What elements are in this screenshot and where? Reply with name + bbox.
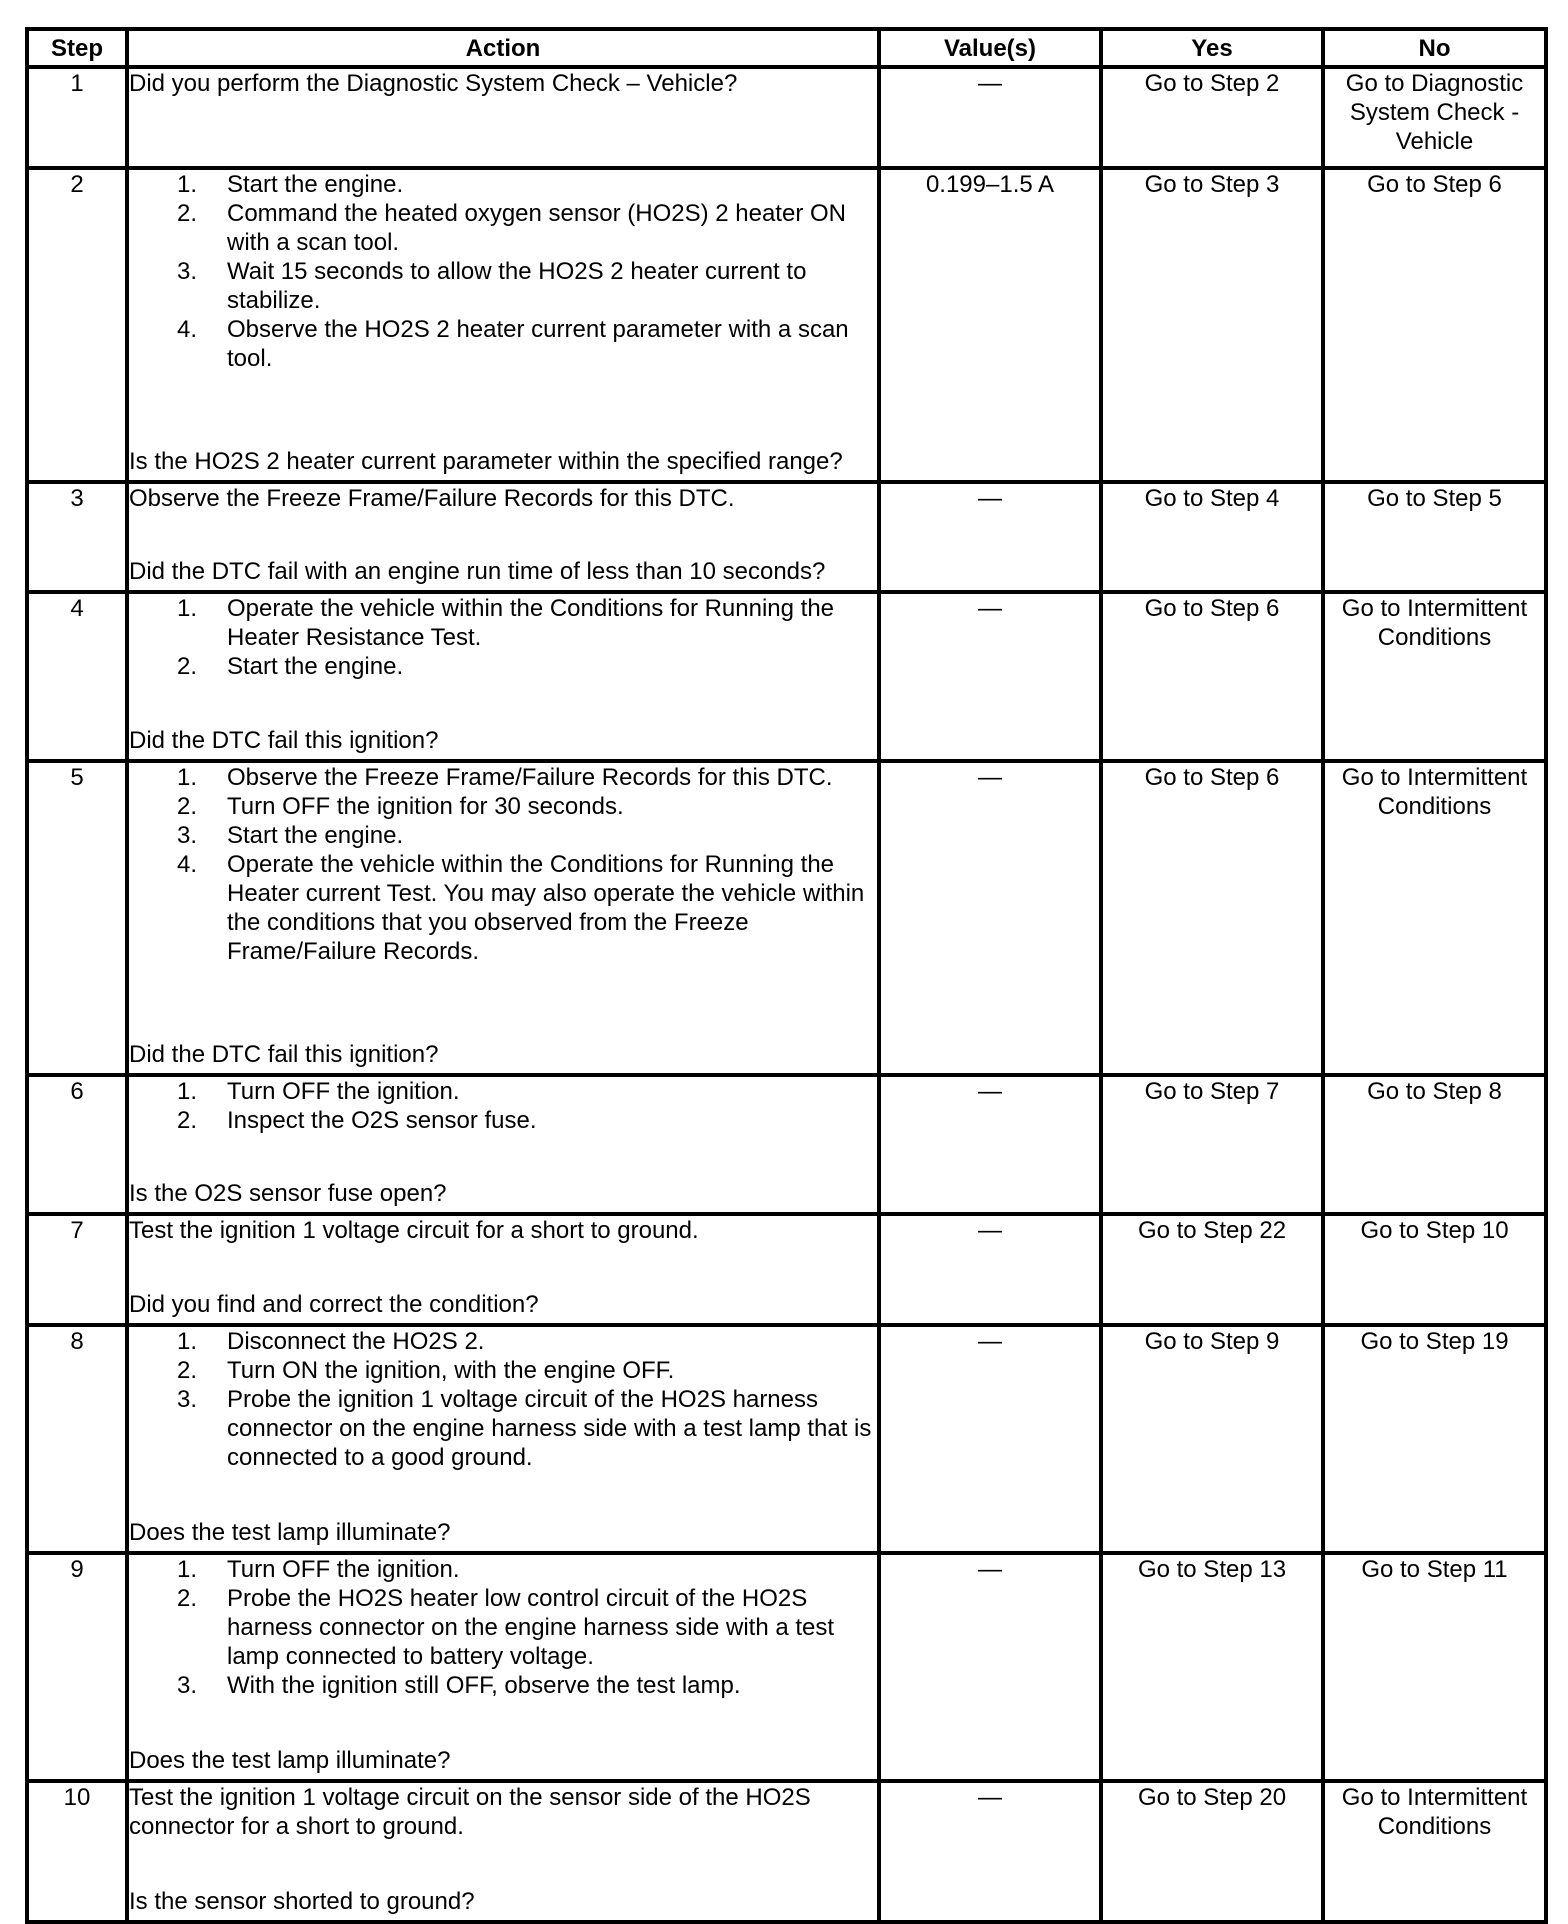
action-content	[129, 763, 877, 1069]
action-cell	[127, 67, 879, 168]
table-row	[27, 168, 1546, 482]
action-top	[129, 170, 877, 373]
yes-link[interactable]: Go to Step 4	[1101, 482, 1323, 592]
yes-link[interactable]: Go to Step 6	[1101, 761, 1323, 1075]
action-step-text: Command the heated oxygen sensor (HO2S) 2 heater ON with a scan tool.	[227, 200, 846, 256]
action-step-number: 1.	[177, 1328, 198, 1355]
no-link[interactable]: Go to Diagnostic System Check - Vehicle	[1323, 67, 1546, 168]
yes-link[interactable]: Go to Step 7	[1101, 1075, 1323, 1214]
action-step-text: Probe the ignition 1 voltage circuit of the HO2S harness connector on the engine harness side with a test lamp that is connected to a good ground.	[227, 1386, 872, 1471]
action-step-text: Turn OFF the ignition.	[227, 1556, 460, 1583]
action-step-text: Turn ON the ignition, with the engine OFF.	[227, 1357, 675, 1384]
action-step-item	[129, 1671, 877, 1700]
no-link[interactable]: Go to Step 6	[1323, 168, 1546, 482]
action-cell	[127, 168, 879, 482]
no-link[interactable]: Go to Step 5	[1323, 482, 1546, 592]
action-step-number: 3.	[177, 258, 198, 285]
table-row	[27, 67, 1546, 168]
action-question: Is the sensor shorted to ground?	[129, 1888, 475, 1915]
value-cell: —	[879, 1075, 1101, 1214]
action-top	[129, 1077, 877, 1135]
action-top	[129, 1216, 877, 1245]
value-cell: 0.199–1.5 A	[879, 168, 1101, 482]
no-link[interactable]: Go to Intermittent Conditions	[1323, 1781, 1546, 1922]
action-step-text: Wait 15 seconds to allow the HO2S 2 heater current to stabilize.	[227, 258, 807, 314]
action-step-number: 3.	[177, 822, 198, 849]
action-cell	[127, 482, 879, 592]
action-question: Did the DTC fail with an engine run time of less than 10 seconds?	[129, 558, 826, 585]
step-number: 2	[27, 168, 127, 482]
yes-link[interactable]: Go to Step 6	[1101, 592, 1323, 761]
no-link[interactable]: Go to Intermittent Conditions	[1323, 761, 1546, 1075]
action-step-item	[129, 792, 877, 821]
action-top	[129, 763, 877, 966]
diagnostic-table	[25, 27, 1548, 1924]
action-steps	[129, 763, 877, 966]
action-step-number: 2.	[177, 793, 198, 820]
action-step-text: Observe the HO2S 2 heater current parameter with a scan tool.	[227, 316, 849, 372]
action-cell	[127, 1781, 879, 1922]
no-link[interactable]: Go to Step 19	[1323, 1325, 1546, 1553]
step-number: 10	[27, 1781, 127, 1922]
action-step-number: 1.	[177, 1078, 198, 1105]
value-cell: —	[879, 1214, 1101, 1325]
action-step-item	[129, 1356, 877, 1385]
value-cell: —	[879, 1553, 1101, 1781]
action-content	[129, 594, 877, 755]
action-step-item	[129, 1327, 877, 1356]
action-step-text: Start the engine.	[227, 822, 404, 849]
value-cell: —	[879, 67, 1101, 168]
action-question: Is the HO2S 2 heater current parameter within the specified range?	[129, 448, 843, 475]
action-step-text: Turn OFF the ignition.	[227, 1078, 460, 1105]
action-step-text: Disconnect the HO2S 2.	[227, 1328, 485, 1355]
action-step-item	[129, 850, 877, 966]
yes-link[interactable]: Go to Step 3	[1101, 168, 1323, 482]
action-step-text: Inspect the O2S sensor fuse.	[227, 1107, 537, 1134]
action-cell	[127, 1214, 879, 1325]
action-steps	[129, 1077, 877, 1135]
action-cell	[127, 1325, 879, 1553]
value-cell: —	[879, 761, 1101, 1075]
header-row	[27, 29, 1546, 67]
action-content	[129, 484, 877, 586]
action-step-item	[129, 821, 877, 850]
action-step-item	[129, 763, 877, 792]
action-top	[129, 484, 877, 513]
action-step-number: 2.	[177, 1107, 198, 1134]
action-content	[129, 1327, 877, 1547]
action-step-number: 1.	[177, 1556, 198, 1583]
header-values: Value(s)	[879, 29, 1101, 67]
action-step-item	[129, 170, 877, 199]
no-link[interactable]: Go to Step 8	[1323, 1075, 1546, 1214]
step-number: 9	[27, 1553, 127, 1781]
table-body	[27, 67, 1546, 1922]
action-content	[129, 170, 877, 476]
table-row	[27, 1781, 1546, 1922]
action-intro: Observe the Freeze Frame/Failure Records for this DTC.	[129, 485, 735, 512]
action-step-text: Observe the Freeze Frame/Failure Records for this DTC.	[227, 764, 833, 791]
action-intro: Test the ignition 1 voltage circuit on the sensor side of the HO2S connector for a short to ground.	[129, 1784, 811, 1840]
step-number: 3	[27, 482, 127, 592]
action-step-number: 3.	[177, 1672, 198, 1699]
action-steps	[129, 170, 877, 373]
action-question: Did you find and correct the condition?	[129, 1291, 539, 1318]
yes-link[interactable]: Go to Step 9	[1101, 1325, 1323, 1553]
table-row	[27, 1553, 1546, 1781]
step-number: 1	[27, 67, 127, 168]
step-number: 8	[27, 1325, 127, 1553]
no-link[interactable]: Go to Step 10	[1323, 1214, 1546, 1325]
action-top	[129, 1327, 877, 1472]
header-action: Action	[127, 29, 879, 67]
action-step-item	[129, 1077, 877, 1106]
action-step-text: Probe the HO2S heater low control circuit of the HO2S harness connector on the engine harness side with a test lamp connected to battery voltage.	[227, 1585, 835, 1670]
action-question: Does the test lamp illuminate?	[129, 1519, 451, 1546]
value-cell: —	[879, 482, 1101, 592]
step-number: 5	[27, 761, 127, 1075]
action-step-number: 1.	[177, 764, 198, 791]
action-step-item	[129, 652, 877, 681]
action-top	[129, 69, 877, 98]
header-yes: Yes	[1101, 29, 1323, 67]
action-content	[129, 1555, 877, 1775]
action-steps	[129, 594, 877, 681]
action-cell	[127, 1553, 879, 1781]
action-step-text: Start the engine.	[227, 171, 404, 198]
step-number: 6	[27, 1075, 127, 1214]
header-no: No	[1323, 29, 1546, 67]
action-question: Is the O2S sensor fuse open?	[129, 1180, 447, 1207]
value-cell: —	[879, 592, 1101, 761]
action-step-number: 2.	[177, 1357, 198, 1384]
action-content	[129, 1783, 877, 1916]
action-top	[129, 1783, 877, 1841]
step-number: 7	[27, 1214, 127, 1325]
action-content	[129, 1077, 877, 1208]
action-intro: Test the ignition 1 voltage circuit for a short to ground.	[129, 1217, 699, 1244]
action-step-text: Operate the vehicle within the Conditions for Running the Heater Resistance Test.	[227, 595, 835, 651]
value-cell: —	[879, 1781, 1101, 1922]
yes-link[interactable]: Go to Step 22	[1101, 1214, 1323, 1325]
action-cell	[127, 592, 879, 761]
action-step-number: 4.	[177, 316, 198, 343]
action-step-number: 4.	[177, 851, 198, 878]
table-row	[27, 1325, 1546, 1553]
action-step-text: Start the engine.	[227, 653, 404, 680]
table-row	[27, 1075, 1546, 1214]
action-step-item	[129, 1385, 877, 1472]
action-step-number: 1.	[177, 595, 198, 622]
action-content	[129, 69, 877, 162]
action-step-number: 2.	[177, 200, 198, 227]
action-question: Did the DTC fail this ignition?	[129, 1041, 439, 1068]
action-steps	[129, 1327, 877, 1472]
action-top	[129, 594, 877, 681]
action-step-item	[129, 594, 877, 652]
action-steps	[129, 1555, 877, 1700]
action-step-item	[129, 199, 877, 257]
table-row	[27, 761, 1546, 1075]
yes-link[interactable]: Go to Step 2	[1101, 67, 1323, 168]
table-row	[27, 1214, 1546, 1325]
action-step-number: 3.	[177, 1386, 198, 1413]
action-step-item	[129, 1584, 877, 1671]
action-step-text: Operate the vehicle within the Conditions for Running the Heater current Test. You may also operate the vehicle within the conditions that you observed from the Freeze Frame/Failure Records.	[227, 851, 865, 965]
action-step-item	[129, 315, 877, 373]
header-step: Step	[27, 29, 127, 67]
action-step-item	[129, 1555, 877, 1584]
action-question: Did the DTC fail this ignition?	[129, 727, 439, 754]
action-step-number: 1.	[177, 171, 198, 198]
action-step-text: Turn OFF the ignition for 30 seconds.	[227, 793, 624, 820]
no-link[interactable]: Go to Intermittent Conditions	[1323, 592, 1546, 761]
action-top	[129, 1555, 877, 1700]
step-number: 4	[27, 592, 127, 761]
action-step-item	[129, 257, 877, 315]
action-content	[129, 1216, 877, 1319]
no-link[interactable]: Go to Step 11	[1323, 1553, 1546, 1781]
table-row	[27, 592, 1546, 761]
action-intro: Did you perform the Diagnostic System Check – Vehicle?	[129, 70, 738, 97]
action-step-item	[129, 1106, 877, 1135]
action-step-number: 2.	[177, 653, 198, 680]
yes-link[interactable]: Go to Step 20	[1101, 1781, 1323, 1922]
action-question: Does the test lamp illuminate?	[129, 1747, 451, 1774]
action-cell	[127, 761, 879, 1075]
action-cell	[127, 1075, 879, 1214]
action-step-number: 2.	[177, 1585, 198, 1612]
yes-link[interactable]: Go to Step 13	[1101, 1553, 1323, 1781]
table-row	[27, 482, 1546, 592]
value-cell: —	[879, 1325, 1101, 1553]
action-step-text: With the ignition still OFF, observe the test lamp.	[227, 1672, 741, 1699]
